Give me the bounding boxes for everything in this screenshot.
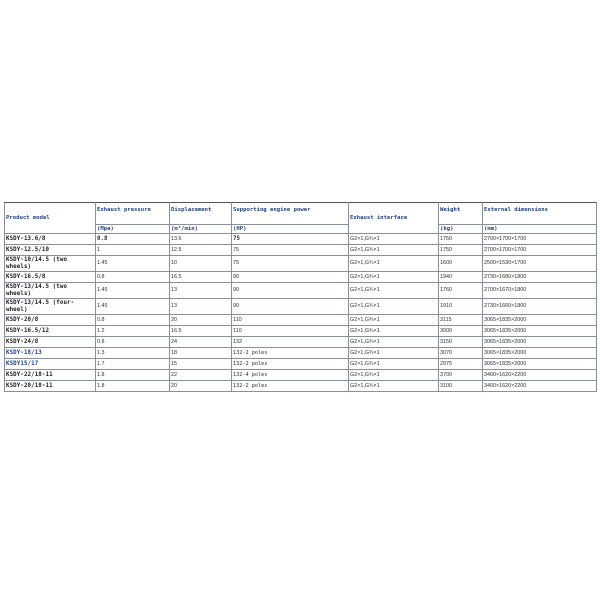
cell-weight: 1600 [439,256,483,272]
cell-pressure: 1.8 [96,370,170,381]
cell-model: KSDY-20/18-11 [5,381,96,392]
cell-model: KSDY-10/14.5 (two wheels) [5,256,96,272]
table-row [5,370,597,381]
table-row [5,245,597,256]
cell-weight: 3070 [439,348,483,359]
cell-displacement: 13.6 [170,234,232,245]
cell-dimensions: 2700×1700×1700 [483,245,597,256]
cell-displacement: 22 [170,370,232,381]
cell-dimensions: 3065×1835×2000 [483,337,597,348]
cell-pressure: 0.8 [96,234,170,245]
cell-interface: G2×1,G¾×1 [349,234,439,245]
cell-engine: 75 [232,256,349,272]
cell-pressure: 0.8 [96,337,170,348]
cell-weight: 3100 [439,381,483,392]
cell-model: KSDY-13/14.5 (two wheels) [5,283,96,299]
cell-weight: 3000 [439,326,483,337]
cell-engine: 90 [232,283,349,299]
cell-dimensions: 2730×1680×1800 [483,272,597,283]
cell-model: KSDY-18/13 [5,348,96,359]
cell-displacement: 10 [170,256,232,272]
table-row [5,315,597,326]
cell-model: KSDY-13/14.5 (four-wheel) [5,299,96,315]
cell-engine: 132 [232,337,349,348]
cell-pressure: 1.45 [96,256,170,272]
cell-model: KSDY-16.5/12 [5,326,96,337]
cell-engine: 132-2 poles [232,381,349,392]
cell-displacement: 16.5 [170,326,232,337]
cell-weight: 3115 [439,315,483,326]
cell-pressure: 1 [96,245,170,256]
cell-weight: 3150 [439,337,483,348]
header-exhaust-interface: Exhaust interface [349,203,439,234]
cell-engine: 110 [232,326,349,337]
cell-displacement: 18 [170,348,232,359]
cell-interface: G2×1,G¾×1 [349,272,439,283]
cell-dimensions: 2500×1530×1700 [483,256,597,272]
cell-dimensions: 3065×1835×2000 [483,326,597,337]
cell-displacement: 16.5 [170,272,232,283]
cell-model: KSDY-16.5/8 [5,272,96,283]
cell-weight: 1750 [439,245,483,256]
cell-pressure: 1.45 [96,299,170,315]
cell-interface: G2×1,G¾×1 [349,381,439,392]
cell-model: KSDY15/17 [5,359,96,370]
table-row [5,283,597,299]
cell-interface: G2×1,G¾×1 [349,256,439,272]
cell-interface: G2×1,G¾×1 [349,370,439,381]
header-engine-power: Supporting engine power [232,203,349,225]
table-row [5,326,597,337]
cell-weight: 3700 [439,370,483,381]
cell-weight: 1750 [439,234,483,245]
table-row [5,381,597,392]
table-row [5,299,597,315]
cell-engine: 132-2 poles [232,348,349,359]
cell-displacement: 20 [170,381,232,392]
cell-interface: G2×1,G¾×1 [349,315,439,326]
header-displacement: Displacement [170,203,232,225]
cell-model: KSDY-12.5/10 [5,245,96,256]
table-row [5,234,597,245]
cell-engine: 75 [232,234,349,245]
cell-weight: 2975 [439,359,483,370]
cell-dimensions: 2730×1660×1800 [483,299,597,315]
header-external-dimensions: External dimensions [483,203,597,225]
table-header [5,203,597,234]
table-body [5,234,597,392]
cell-engine: 132-2 poles [232,359,349,370]
cell-engine: 75 [232,245,349,256]
cell-model: KSDY-20/8 [5,315,96,326]
cell-interface: G2×1,G¾×1 [349,299,439,315]
cell-interface: G2×1,G¾×1 [349,283,439,299]
cell-dimensions: 3065×1835×2000 [483,359,597,370]
cell-interface: G2×1,G¾×1 [349,337,439,348]
cell-dimensions: 3400×1620×2200 [483,381,597,392]
unit-dimensions: (mm) [483,225,597,234]
cell-dimensions: 3065×1835×2000 [483,348,597,359]
cell-model: KSDY-13.6/8 [5,234,96,245]
table-row [5,359,597,370]
cell-engine: 132-4 poles [232,370,349,381]
cell-displacement: 20 [170,315,232,326]
cell-displacement: 24 [170,337,232,348]
cell-pressure: 1.45 [96,283,170,299]
table-row [5,256,597,272]
cell-dimensions: 3400×1620×2200 [483,370,597,381]
cell-weight: 1760 [439,283,483,299]
cell-interface: G2×1,G¾×1 [349,326,439,337]
table-row [5,272,597,283]
cell-dimensions: 2700×1670×1800 [483,283,597,299]
table-row [5,348,597,359]
cell-displacement: 13 [170,299,232,315]
cell-pressure: 1.3 [96,348,170,359]
cell-pressure: 1.8 [96,381,170,392]
cell-engine: 90 [232,299,349,315]
cell-pressure: 1.2 [96,326,170,337]
cell-model: KSDY-22/18-11 [5,370,96,381]
product-spec-table [4,202,597,392]
cell-pressure: 0.8 [96,315,170,326]
cell-interface: G2×1,G¾×1 [349,245,439,256]
cell-engine: 90 [232,272,349,283]
cell-weight: 1940 [439,272,483,283]
cell-pressure: 0.8 [96,272,170,283]
cell-displacement: 15 [170,359,232,370]
cell-dimensions: 2700×1700×1700 [483,234,597,245]
cell-displacement: 13 [170,283,232,299]
cell-weight: 1910 [439,299,483,315]
cell-interface: G2×1,G¾×1 [349,359,439,370]
cell-pressure: 1.7 [96,359,170,370]
cell-interface: G2×1,G¾×1 [349,348,439,359]
unit-pressure: (Mpa) [96,225,170,234]
header-product-model: Product model [5,203,96,234]
header-exhaust-pressure: Exhaust pressure [96,203,170,225]
cell-model: KSDY-24/8 [5,337,96,348]
unit-weight: (kg) [439,225,483,234]
cell-displacement: 12.5 [170,245,232,256]
header-weight: Weight [439,203,483,225]
table-row [5,337,597,348]
cell-engine: 110 [232,315,349,326]
unit-engine: (HP) [232,225,349,234]
cell-dimensions: 3065×1835×2000 [483,315,597,326]
unit-displacement: (m³/min) [170,225,232,234]
